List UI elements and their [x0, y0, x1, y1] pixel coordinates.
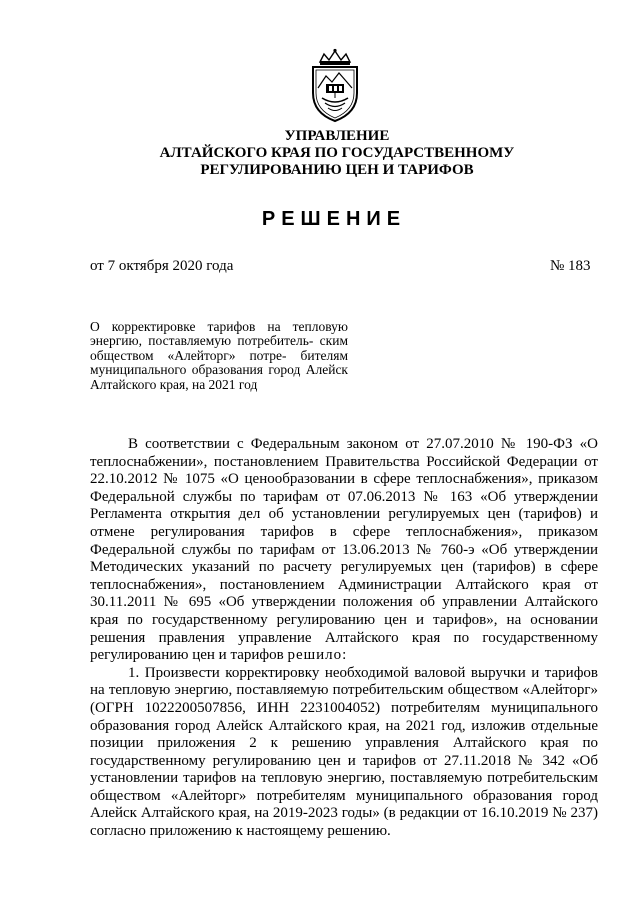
header-line-2: АЛТАЙСКОГО КРАЯ ПО ГОСУДАРСТВЕННОМУ — [159, 145, 515, 161]
clause-1-paragraph: 1. Произвести корректировку необходимой валовой выручки и тарифов на тепловую энергию, поставляемую потребительским обществом «Алейторг» (ОГРН 1022200507856, ИНН 2231004052) потребителям муниципального образования город Алейск Алтайского края, на 2021 год, изложив отдельные позиции приложения 2 к решению управления Алтайского края по государственному регулированию цен и тарифов от 27.11.2018 № 342 «Об установлении тарифов на тепловую энергию, поставляемую потребительским обществом «Алейторг» потребителям муниципального образования город Алейск Алтайского края, на 2019-2023 годы» (в редакции от 16.10.2019 № 237) согласно приложению к настоящему решению. — [90, 664, 598, 840]
preamble-text: В соответствии с Федеральным законом от 27.07.2010 № 190-ФЗ «О теплоснабжении», постановлением Правительства Российской Федерации от 22.10.2012 № 1075 «О ценообразовании в сфере теплоснабжения», приказом Федеральной службы по тарифам от 07.06.2013 № 163 «Об утверждении Регламента открытия дел об установлении регулируемых цен (тарифов) и отмене регулирования тарифов в сфере теплоснабжения», приказом Федеральной службы по тарифам от 13.06.2013 № 760-э «Об утверждении Методических указаний по расчету регулируемых цен (тарифов) в сфере теплоснабжения», постановлением Администрации Алтайского края от 30.11.2011 № 695 «Об утверждении положения об управлении Алтайского края по государственному регулированию цен и тарифов», на основании решения правления управление Алтайского края по государственному регулированию цен и тарифов — [90, 436, 598, 664]
preamble-paragraph — [90, 436, 598, 665]
document-number: № 183 — [550, 258, 591, 274]
header-line-1: УПРАВЛЕНИЕ — [284, 128, 390, 144]
document-subject: О корректировке тарифов на тепловую энергию, поставляемую потребитель- ским обществом «Алейторг» потре- бителям муниципального образования город Алейск Алтайского края, на 2021 год — [90, 319, 348, 392]
document-date: от 7 октября 2020 года — [90, 258, 234, 274]
coat-of-arms-icon — [306, 48, 364, 124]
issuing-authority-header — [0, 128, 640, 179]
document-body — [90, 436, 598, 841]
header-line-3: РЕГУЛИРОВАНИЮ ЦЕН И ТАРИФОВ — [200, 162, 474, 178]
document-title: РЕШЕНИЕ — [261, 208, 407, 230]
resolved-word: решило: — [287, 647, 348, 664]
